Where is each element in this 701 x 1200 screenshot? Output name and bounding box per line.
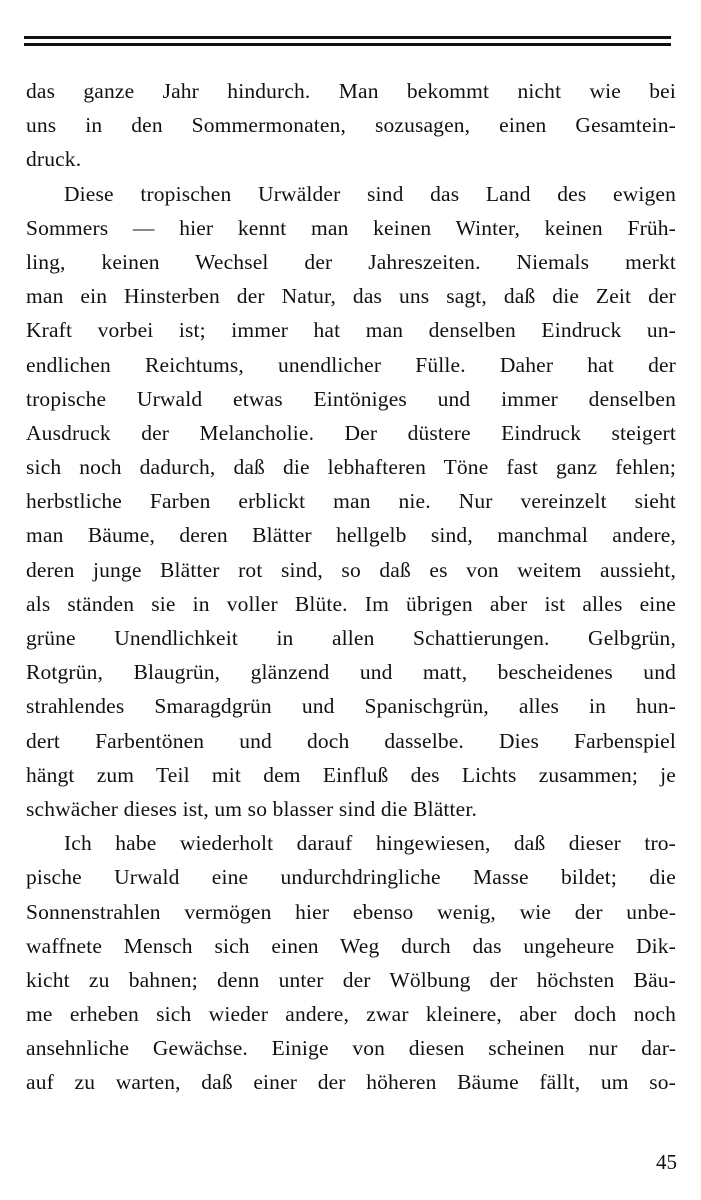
text-line: dert Farbentönen und doch dasselbe. Dies Farbenspiel	[26, 728, 676, 753]
text-line: als ständen sie in voller Blüte. Im übrigen aber ist alles eine	[26, 591, 676, 616]
text-line: hängt zum Teil mit dem Einfluß des Lichts zusammen; je	[26, 762, 676, 787]
body-text	[26, 74, 676, 1100]
text-line: Ausdruck der Melancholie. Der düstere Eindruck steigert	[26, 420, 676, 445]
text-line: pische Urwald eine undurchdringliche Masse bildet; die	[26, 865, 676, 890]
text-line: tropische Urwald etwas Eintöniges und immer denselben	[26, 386, 676, 411]
text-line: sich noch dadurch, daß die lebhafteren Töne fast ganz fehlen;	[26, 455, 676, 480]
text-line: Diese tropischen Urwälder sind das Land des ewigen	[64, 181, 676, 206]
text-line: deren junge Blätter rot sind, so daß es von weitem aussieht,	[26, 557, 676, 582]
text-line: grüne Unendlichkeit in allen Schattierungen. Gelbgrün,	[26, 626, 676, 650]
text-line: endlichen Reichtums, unendlicher Fülle. Daher hat der	[26, 352, 676, 377]
text-line: herbstliche Farben erblickt man nie. Nur vereinzelt sieht	[26, 489, 676, 514]
text-line: waffnete Mensch sich einen Weg durch das ungeheure Dik-	[26, 933, 676, 958]
text-line: strahlendes Smaragdgrün und Spanischgrün, alles in hun-	[26, 694, 676, 719]
text-line: schwächer dieses ist, um so blasser sind die Blätter.	[26, 796, 477, 821]
text-line: Sonnenstrahlen vermögen hier ebenso wenig, wie der unbe-	[26, 899, 676, 924]
text-line: man ein Hinsterben der Natur, das uns sagt, daß die Zeit der	[26, 284, 676, 309]
header-rule-top	[24, 36, 671, 39]
text-line: me erheben sich wieder andere, zwar kleinere, aber doch noch	[26, 1002, 676, 1027]
text-line: Ich habe wiederholt darauf hingewiesen, daß dieser tro-	[64, 831, 676, 856]
text-line: druck.	[26, 147, 82, 172]
text-line: auf zu warten, daß einer der höheren Bäume fällt, um so-	[26, 1070, 676, 1095]
text-line: ling, keinen Wechsel der Jahreszeiten. Niemals merkt	[26, 249, 676, 274]
text-line: man Bäume, deren Blätter hellgelb sind, manchmal andere,	[26, 523, 676, 548]
header-rule-bottom	[24, 43, 671, 46]
text-line: Rotgrün, Blaugrün, glänzend und matt, bescheidenes und	[26, 660, 676, 685]
text-line: kicht zu bahnen; denn unter der Wölbung der höchsten Bäu-	[26, 967, 676, 992]
page-number: 45	[656, 1150, 677, 1174]
text-line: ansehnliche Gewächse. Einige von diesen scheinen nur dar-	[26, 1036, 676, 1061]
text-line: Kraft vorbei ist; immer hat man denselben Eindruck un-	[26, 318, 676, 343]
text-line: Sommers — hier kennt man keinen Winter, keinen Früh-	[26, 215, 676, 240]
text-line: uns in den Sommermonaten, sozusagen, einen Gesamtein-	[26, 113, 676, 138]
text-line: das ganze Jahr hindurch. Man bekommt nicht wie bei	[26, 79, 676, 103]
